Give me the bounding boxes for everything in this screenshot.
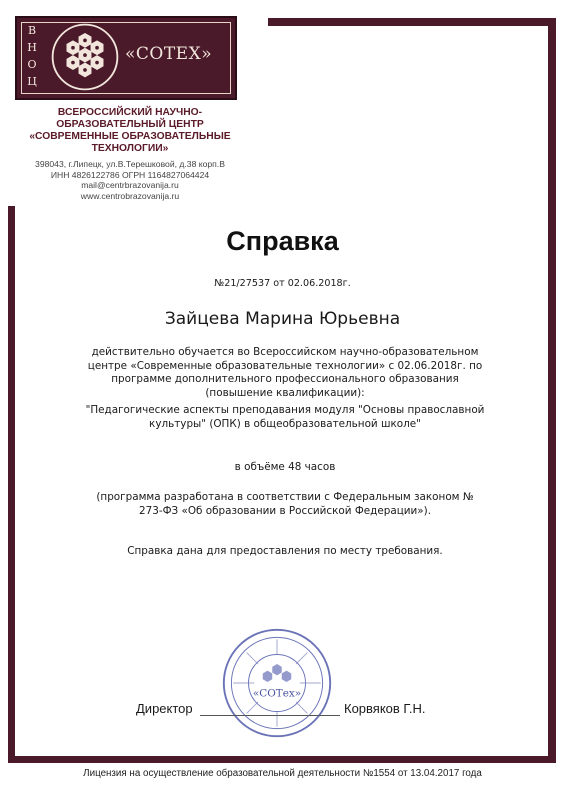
program-hours: в объёме 48 часов bbox=[234, 461, 336, 473]
frame-border-right bbox=[548, 18, 556, 763]
org-name bbox=[14, 107, 246, 155]
paragraph-line: центре «Современные образовательные технологии» с 02.06.2018г. по bbox=[87, 359, 483, 372]
org-website: www.centrobrazovanija.ru bbox=[80, 190, 180, 201]
official-stamp bbox=[220, 626, 334, 740]
org-name-line: ОБРАЗОВАТЕЛЬНЫЙ ЦЕНТР bbox=[56, 119, 204, 130]
paragraph-line: "Педагогические аспекты преподавания модуля "Основы православной bbox=[85, 404, 485, 416]
org-name-line: «СОВРЕМЕННЫЕ ОБРАЗОВАТЕЛЬНЫЕ bbox=[29, 131, 231, 142]
logo-letter: В bbox=[27, 24, 37, 37]
signature-line bbox=[200, 715, 340, 716]
org-address: 398043, г.Липецк, ул.В.Терешковой, д.38 корп.В bbox=[35, 159, 225, 169]
signatory-role: Директор bbox=[136, 701, 193, 716]
logo-vertical-text bbox=[23, 22, 41, 90]
paragraph-line: (повышение квалификации): bbox=[205, 386, 365, 399]
org-contacts bbox=[14, 159, 246, 201]
paragraph-line: действительно обучается во Всероссийском научно-образовательном bbox=[91, 346, 479, 358]
logo-brand-text: «СОТЕХ» bbox=[125, 44, 213, 64]
frame-border-top bbox=[268, 18, 553, 26]
org-name-line: ТЕХНОЛОГИИ» bbox=[91, 143, 169, 154]
document-number: №21/27537 от 02.06.2018г. bbox=[214, 278, 351, 289]
person-name: Зайцева Марина Юрьевна bbox=[164, 309, 401, 329]
org-name-line: ВСЕРОССИЙСКИЙ НАУЧНО- bbox=[57, 107, 203, 118]
org-email: mail@centrbrazovanija.ru bbox=[81, 180, 179, 191]
logo-letter: Ц bbox=[27, 75, 37, 88]
document-title: Справка bbox=[226, 226, 339, 256]
purpose-statement: Справка дана для предоставления по месту требования. bbox=[127, 545, 443, 557]
frame-border-left bbox=[8, 206, 15, 763]
org-logo bbox=[15, 16, 237, 100]
frame-border-bottom bbox=[8, 756, 556, 763]
enrollment-paragraph bbox=[70, 346, 500, 400]
legal-basis bbox=[70, 491, 500, 518]
logo-letter: Н bbox=[27, 41, 37, 54]
org-inn-ogrn: ИНН 4826122786 ОГРН 1164827064424 bbox=[50, 169, 210, 180]
signatory-name: Корвяков Г.Н. bbox=[344, 701, 426, 716]
emblem-icon bbox=[47, 20, 123, 94]
stamp-text: «СОТех» bbox=[252, 687, 302, 700]
paragraph-line: культуры" (ОПК) в общеобразовательной школе" bbox=[149, 417, 421, 430]
logo-letter: О bbox=[27, 58, 37, 71]
paragraph-line: (программа разработана в соответствии с Федеральным законом № bbox=[96, 491, 474, 503]
paragraph-line: 273-ФЗ «Об образовании в Российской Федерации»). bbox=[139, 504, 431, 517]
paragraph-line: программе дополнительного профессионального образования bbox=[111, 373, 459, 386]
license-footer: Лицензия на осуществление образовательной деятельности №1554 от 13.04.2017 года bbox=[83, 768, 482, 779]
program-title bbox=[70, 404, 500, 431]
